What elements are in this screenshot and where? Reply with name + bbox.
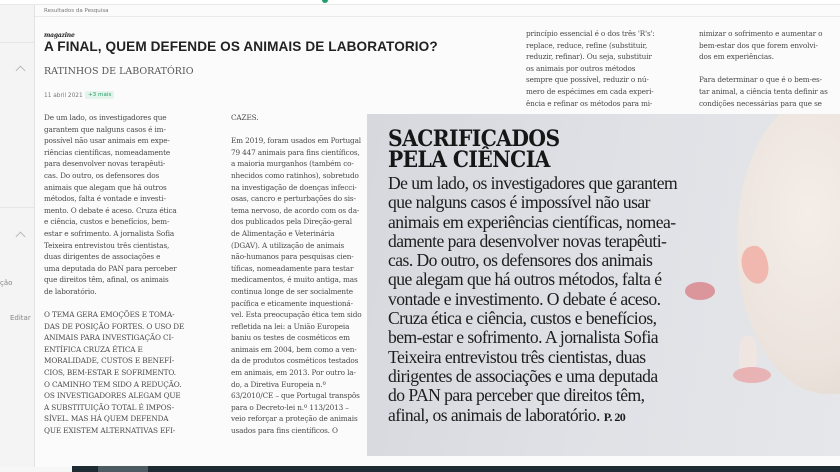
text-line: vel. Esta preocupação ética tem sido <box>231 310 362 320</box>
left-sidebar <box>0 5 35 467</box>
text-line <box>44 298 184 310</box>
article-column-2 <box>231 112 362 437</box>
text-line: riências científicas, nomeadamente <box>44 147 171 157</box>
text-line: usados para fins científicos. O <box>231 426 338 436</box>
text-line: animais que alegam que há outros <box>44 182 167 192</box>
text-line: O CAMINHO TEM SIDO A REDUÇÃO. <box>44 379 182 389</box>
text-line: não-humanos para pesquisas cien- <box>231 252 354 262</box>
text-line <box>699 63 828 75</box>
text-line: possível não usar animais em expe- <box>44 136 170 146</box>
text-line: estar e sofrimento. A jornalista Sofia <box>44 228 175 238</box>
text-line: para desenvolver novas terapêuti- <box>44 159 166 169</box>
text-line: (DGAV). A utilização de animais <box>231 240 345 250</box>
edit-link[interactable]: Editar <box>10 314 31 322</box>
text-line: bem-estar dos que forem envolvi- <box>699 40 818 50</box>
text-line: de Alimentação e Veterinária <box>231 228 335 238</box>
chevron-up-icon[interactable] <box>16 66 26 76</box>
text-line: do, a Diretiva Europeia n.º <box>231 379 326 389</box>
text-line: animais em 2004, bem como a ven- <box>231 344 357 354</box>
text-line: 63/2010/CE – que Portugal transpôs <box>231 391 360 401</box>
clipping-headline-line-1: SACRIFICADOS <box>388 126 560 152</box>
text-line: continua longe de ser socialmente <box>231 286 353 296</box>
article-column-3 <box>526 28 655 109</box>
text-line: CIOS, BEM-ESTAR E SOFRIMENTO. <box>44 368 176 378</box>
text-line: baniu os testes de cosméticos em <box>231 333 350 343</box>
article-column-1 <box>44 112 184 437</box>
text-line: mento. O debate é aceso. Cruza ética <box>44 205 177 215</box>
text-line: ência e refinar os métodos para mi- <box>526 98 653 108</box>
text-line: e ciência, custos e benefícios, bem- <box>44 217 170 227</box>
text-line: métodos, falta é vontade e investi- <box>44 194 166 204</box>
text-line: em animais, em 2013. Por outro la- <box>231 368 356 378</box>
text-line: condições necessárias para que se <box>699 98 822 108</box>
text-line: dos publicados pela Direção-geral <box>231 217 352 227</box>
text-line: para o Decreto-lei n.º 113/2013 – <box>231 402 349 412</box>
text-line: uma deputada do PAN para perceber <box>44 263 177 273</box>
article-subtitle: RATINHOS DE LABORATÓRIO <box>44 66 194 77</box>
taskbar <box>72 466 840 472</box>
clipping-headline-line-2: PELA CIÊNCIA <box>388 147 550 173</box>
text-line: DAS DE POSIÇÃO FORTES. O USO DE <box>44 321 185 331</box>
sidebar-divider <box>0 42 34 43</box>
text-line: ENTÍFICA CRUZA ÉTICA E <box>44 344 143 354</box>
text-line: medicamentos, é muito antiga, mas <box>231 275 358 285</box>
text-line: MORALIDADE, CUSTOS E BENEFÍ- <box>44 356 175 366</box>
text-line: 79 447 animais para fins científicos, <box>231 147 360 157</box>
text-line: cas. Do outro, os defensores dos <box>44 170 160 180</box>
text-line: na investigação de doenças infecci- <box>231 182 357 192</box>
text-line: os animais por outros métodos <box>526 63 636 73</box>
taskbar-item[interactable] <box>98 466 148 472</box>
article-title: A FINAL, QUEM DEFENDE OS ANIMAIS DE LABORATORIO? <box>44 39 438 54</box>
text-line: que direitos têm, afinal, os animais <box>44 275 169 285</box>
text-line: veio reforçar a proteção de animais <box>231 414 358 424</box>
text-line: da de produtos cosméticos testados <box>231 356 359 366</box>
text-line: tema nervoso, de acordo com os da- <box>231 205 360 215</box>
brand-logo-icon <box>322 0 328 3</box>
text-line: Teixeira entrevistou três cientistas, <box>44 240 170 250</box>
text-line: OS INVESTIGADORES ALEGAM QUE <box>44 391 181 401</box>
article-date: 11 abril 2021 <box>44 93 83 99</box>
text-line: osas, cancro e perturbações do sis- <box>231 194 356 204</box>
article-column-4 <box>699 28 828 109</box>
text-line: dos em experiências. <box>699 52 774 62</box>
magazine-clipping-image <box>367 114 840 456</box>
text-line: reduzir, refinar). Ou seja, substituir <box>526 52 652 62</box>
chevron-up-icon[interactable] <box>16 232 26 242</box>
page-reference: P. 20 <box>603 409 626 424</box>
rat-paw <box>685 282 715 300</box>
source-logo: magazine <box>44 32 75 39</box>
text-line: nimizar o sofrimento e aumentar o <box>699 29 823 38</box>
text-line: QUE EXISTEM ALTERNATIVAS EFI- <box>44 426 176 436</box>
text-line: SÍVEL. MAS HÁ QUEM DEFENDA <box>44 414 169 424</box>
text-line: garantem que nalguns casos é im- <box>44 124 166 134</box>
text-line: sempre que possível, reduzir o nú- <box>526 75 649 85</box>
clipping-body-text: De um lado, os investigadores que garantem que nalguns casos é impossível não usar animais em experiências científicas, nomea- damente para desenvolver novas terapêuti- cas. Do outro, os defensores dos animais que alegam que há outros métodos, falta é vontade e investimento. O debate é aceso. Cruza ética e ciência, custos e benefícios, bem-estar e sofrimento. A jornalista Sofia Teixeira entrevistou três cientistas, duas dirigentes de associações e uma deputada do PAN para perceber que direitos têm, afinal, os animais de laboratório. <box>388 173 678 425</box>
text-line: mero de espécimes em cada experi- <box>526 86 654 96</box>
text-line: CAZES. <box>231 113 259 122</box>
text-line: A SUBSTITUIÇÃO TOTAL É IMPOS- <box>44 402 174 412</box>
text-line: refletida na lei: a União Europeia <box>231 321 350 331</box>
text-line: Para determinar o que é o bem-es- <box>699 75 822 85</box>
text-line: replace, reduce, refine (substituir, <box>526 40 648 50</box>
clipping-body <box>388 174 677 427</box>
sidebar-item-label: ção <box>0 279 13 287</box>
text-line: ANIMAIS PARA INVESTIGAÇÃO CI- <box>44 333 174 343</box>
text-line: nhecidos como ratinhos), sobretudo <box>231 170 359 180</box>
text-line: tar animal, a ciência tenta definir as <box>699 86 828 96</box>
text-line: duas dirigentes de associações e <box>44 252 161 262</box>
text-line: De um lado, os investigadores que <box>44 113 167 122</box>
text-line: O TEMA GERA EMOÇÕES E TOMA- <box>44 310 175 320</box>
more-sources-badge[interactable]: +3 mais <box>85 91 114 99</box>
breadcrumb[interactable]: Resultados da Pesquisa <box>44 8 109 14</box>
text-line: de laboratório. <box>44 286 97 296</box>
divider <box>35 16 840 17</box>
text-line: Em 2019, foram usados em Portugal <box>231 136 361 146</box>
text-line: tíficas, nomeadamente para testar <box>231 263 354 273</box>
rat-paw <box>733 367 771 383</box>
text-line: a maioria murganhos (também co- <box>231 159 354 169</box>
text-line: princípio essencial é o dos três 'R's': <box>526 29 655 38</box>
sidebar-divider <box>0 207 34 208</box>
clipping-headline <box>388 126 560 173</box>
text-line <box>231 124 362 136</box>
text-line: pacífica e eticamente inquestioná- <box>231 298 353 308</box>
